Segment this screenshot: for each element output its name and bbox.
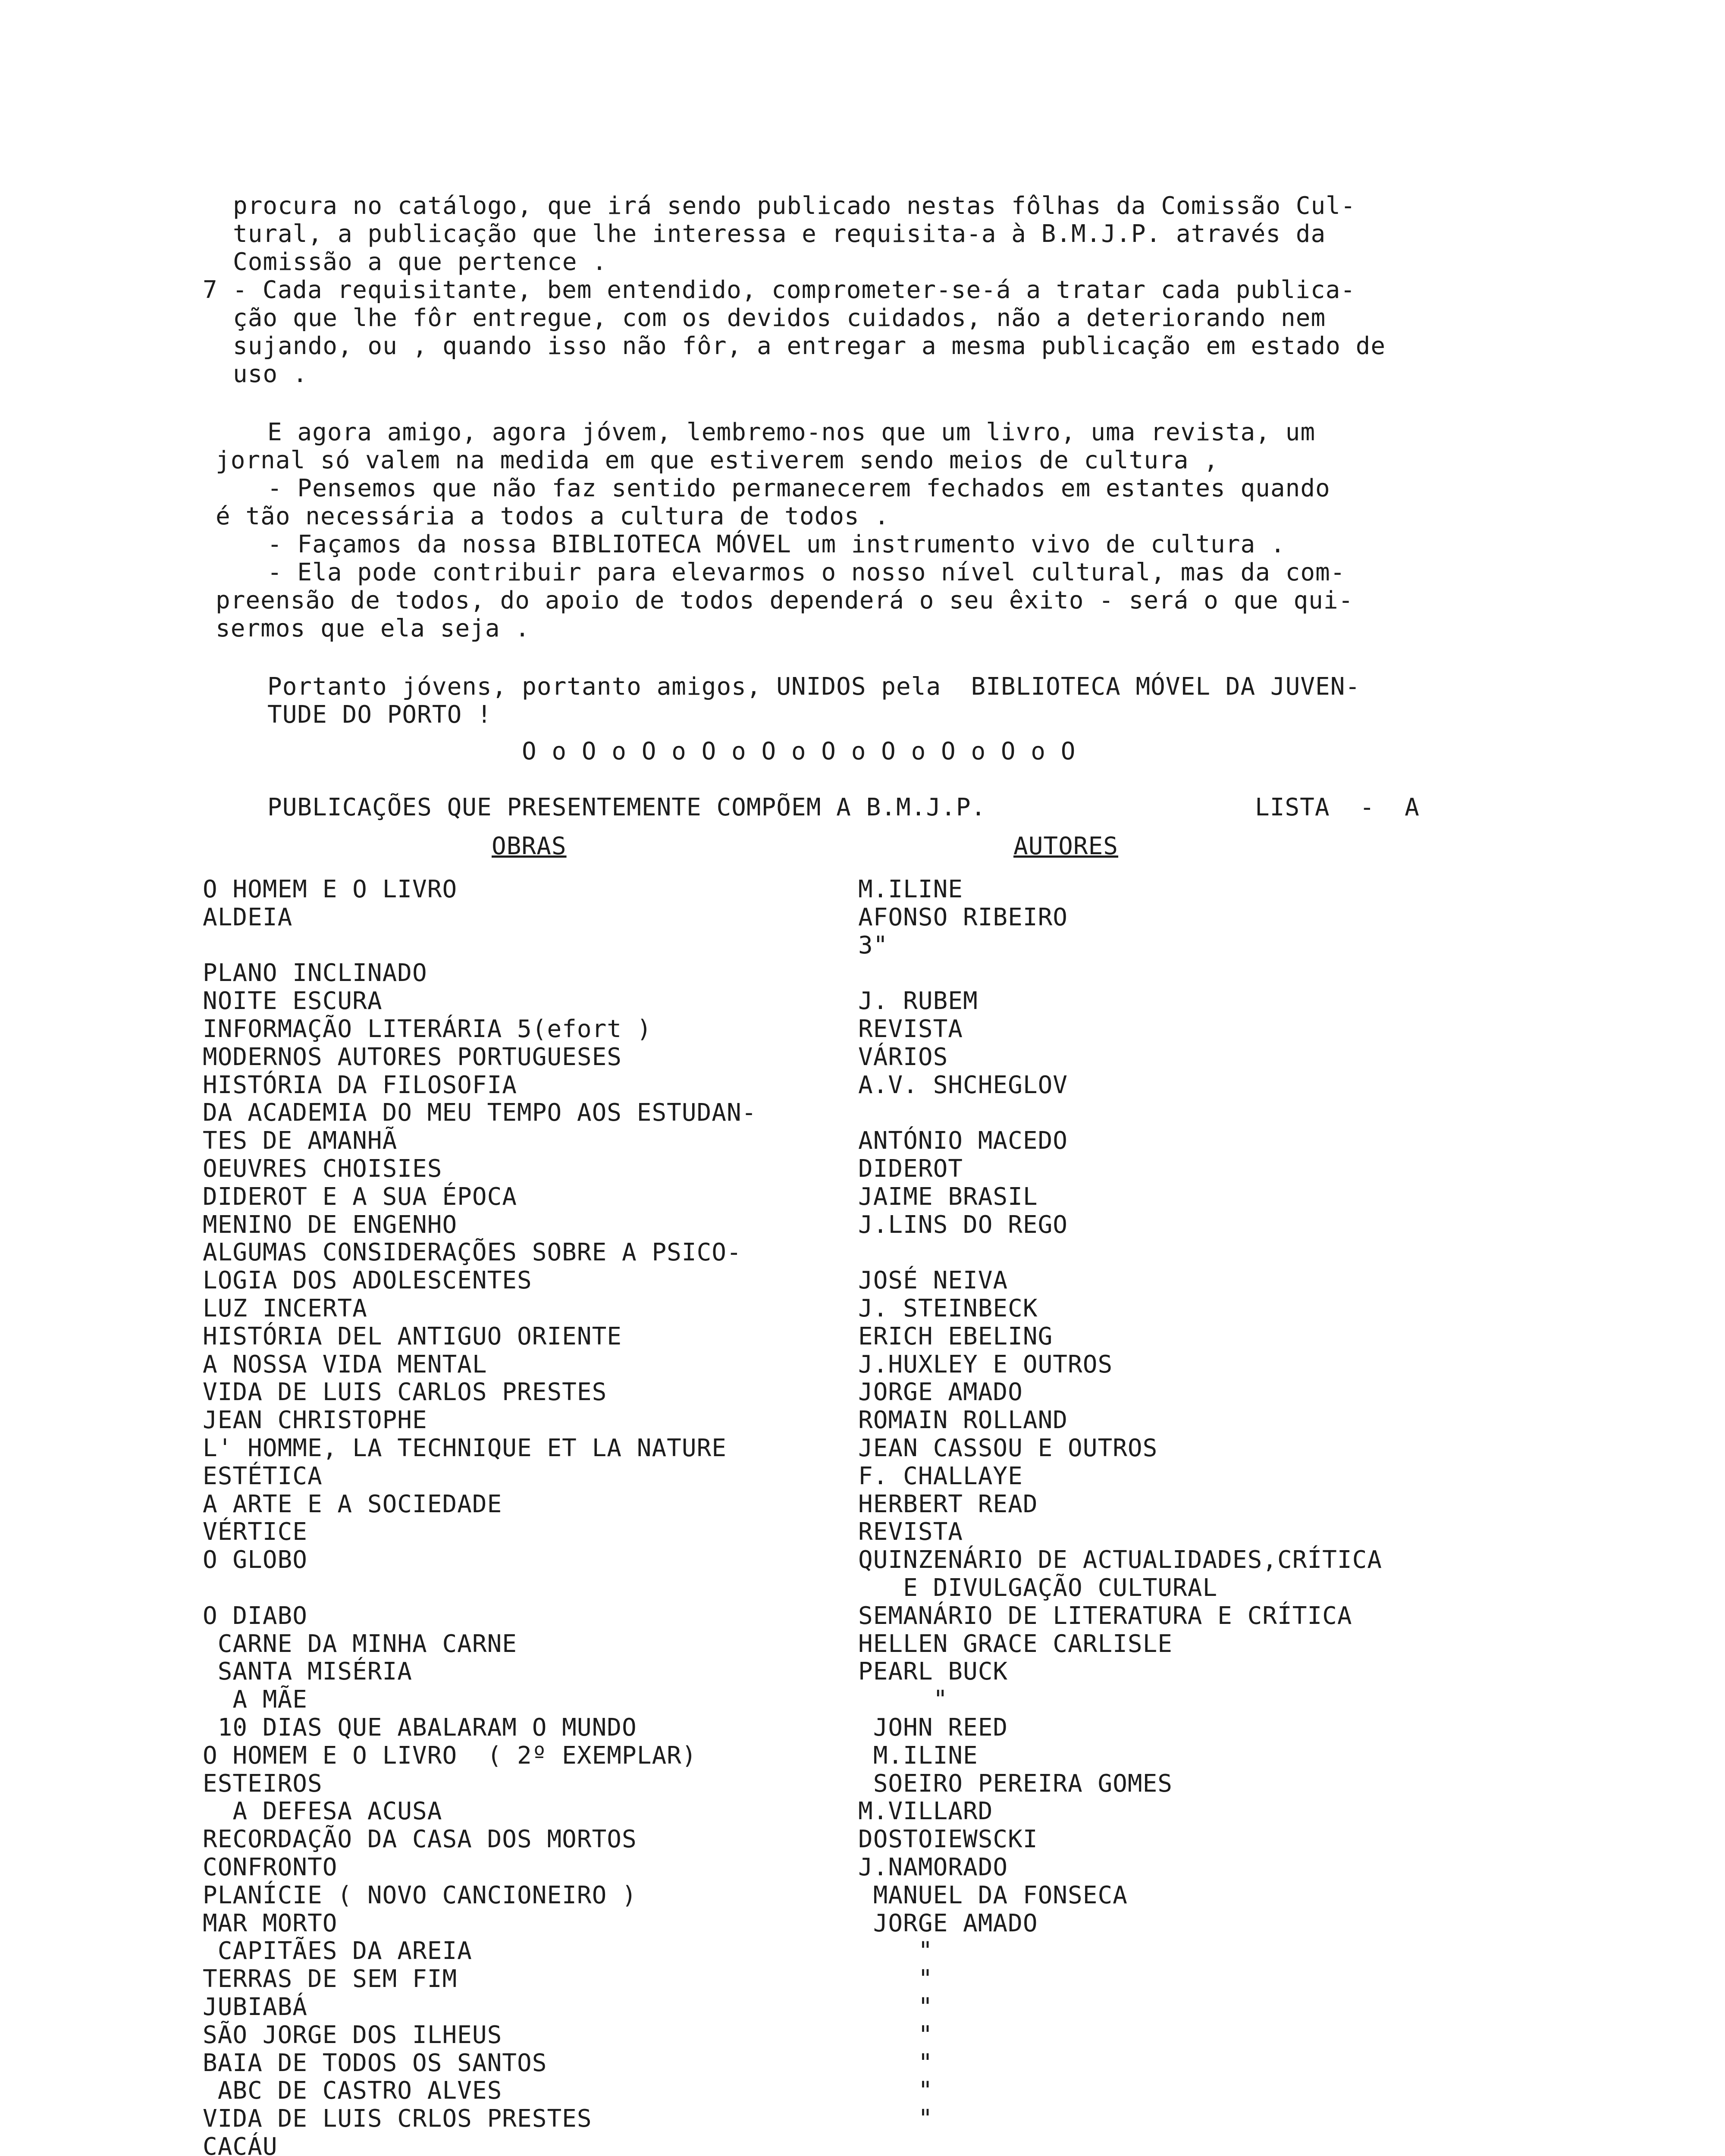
book-author: A.V. SHCHEGLOV (858, 1071, 1068, 1099)
book-author: J.NAMORADO (858, 1853, 1008, 1881)
book-title: ESTEIROS (203, 1770, 323, 1798)
book-author: JOSÉ NEIVA (858, 1266, 1008, 1294)
list-label: LISTA - A (1255, 793, 1420, 821)
intro-line: sujando, ou , quando isso não fôr, a entregar a mesma publicação em estado de (233, 332, 1386, 360)
book-title: 10 DIAS QUE ABALARAM O MUNDO (203, 1714, 637, 1742)
book-title: PLANO INCLINADO (203, 959, 427, 987)
book-title: MODERNOS AUTORES PORTUGUESES (203, 1043, 622, 1071)
book-title: ALGUMAS CONSIDERAÇÕES SOBRE A PSICO- (203, 1238, 742, 1266)
book-author: J.HUXLEY E OUTROS (858, 1351, 1113, 1379)
book-author: ERICH EBELING (858, 1322, 1053, 1351)
book-author: " (858, 2077, 933, 2105)
book-title: A MÃE (203, 1686, 308, 1714)
book-author: JORGE AMADO (858, 1378, 1023, 1406)
book-author: AFONSO RIBEIRO (858, 903, 1068, 931)
book-author: MANUEL DA FONSECA (858, 1881, 1128, 1909)
book-title: CONFRONTO (203, 1853, 338, 1881)
paragraph-line: sermos que ela seja . (216, 614, 530, 642)
book-author: F. CHALLAYE (858, 1462, 1023, 1490)
book-author: SOEIRO PEREIRA GOMES (858, 1770, 1173, 1798)
intro-line: procura no catálogo, que irá sendo publicado nestas fôlhas da Comissão Cul- (233, 192, 1356, 220)
book-author: J.LINS DO REGO (858, 1211, 1068, 1239)
book-title: O HOMEM E O LIVRO (203, 875, 458, 903)
book-author: J. RUBEM (858, 987, 978, 1015)
book-title: ESTÉTICA (203, 1462, 323, 1490)
book-title: SANTA MISÉRIA (203, 1658, 413, 1686)
book-title: DIDEROT E A SUA ÉPOCA (203, 1183, 518, 1211)
book-title: NOITE ESCURA (203, 987, 383, 1015)
intro-line: tural, a publicação que lhe interessa e requisita-a à B.M.J.P. através da (233, 220, 1326, 248)
paragraph-line: - Pensemos que não faz sentido permanecerem fechados em estantes quando (267, 474, 1330, 502)
column-title-autores: AUTORES (1013, 832, 1119, 860)
book-author: M.ILINE (858, 875, 963, 903)
separator-ornament: O o O o O o O o O o O o O o O o O o O (522, 737, 1076, 765)
book-author: " (858, 1965, 933, 1993)
book-author: " (858, 1937, 933, 1965)
book-title: A NOSSA VIDA MENTAL (203, 1351, 487, 1379)
book-title: CACÁU (203, 2133, 278, 2156)
book-author: " (858, 2105, 933, 2133)
book-title: L' HOMME, LA TECHNIQUE ET LA NATURE (203, 1434, 727, 1462)
book-author: JEAN CASSOU E OUTROS (858, 1434, 1158, 1462)
book-title: ALDEIA (203, 903, 293, 931)
book-title: TERRAS DE SEM FIM (203, 1965, 458, 1993)
book-author: M.VILLARD (858, 1797, 993, 1825)
book-title: SÃO JORGE DOS ILHEUS (203, 2021, 502, 2049)
book-title: ABC DE CASTRO ALVES (203, 2077, 502, 2105)
book-author: " (858, 1686, 948, 1714)
book-title: BAIA DE TODOS OS SANTOS (203, 2049, 547, 2077)
book-author: SEMANÁRIO DE LITERATURA E CRÍTICA (858, 1602, 1352, 1630)
book-title: O HOMEM E O LIVRO ( 2º EXEMPLAR) (203, 1742, 697, 1770)
book-title: VIDA DE LUIS CRLOS PRESTES (203, 2105, 592, 2133)
book-author: " (858, 2049, 933, 2077)
book-author: REVISTA (858, 1518, 963, 1546)
book-title: OEUVRES CHOISIES (203, 1155, 442, 1183)
closing-line: TUDE DO PORTO ! (267, 701, 492, 729)
book-title: TES DE AMANHÃ (203, 1127, 398, 1155)
book-title: LOGIA DOS ADOLESCENTES (203, 1266, 532, 1294)
book-author: ANTÓNIO MACEDO (858, 1127, 1068, 1155)
paragraph-line: jornal só valem na medida em que estiverem sendo meios de cultura , (216, 446, 1219, 474)
paragraph-line: preensão de todos, do apoio de todos dependerá o seu êxito - será o que qui- (216, 586, 1354, 614)
book-title: O DIABO (203, 1602, 308, 1630)
book-author: JAIME BRASIL (858, 1183, 1038, 1211)
book-title: A DEFESA ACUSA (203, 1797, 442, 1825)
book-title: CARNE DA MINHA CARNE (203, 1630, 518, 1658)
intro-line: uso . (233, 360, 308, 388)
book-author: E DIVULGAÇÃO CULTURAL (858, 1574, 1218, 1602)
book-author: HERBERT READ (858, 1490, 1038, 1518)
book-author: HELLEN GRACE CARLISLE (858, 1630, 1173, 1658)
book-title: HISTÓRIA DEL ANTIGUO ORIENTE (203, 1322, 622, 1351)
book-author: VÁRIOS (858, 1043, 948, 1071)
closing-line: Portanto jóvens, portanto amigos, UNIDOS pela BIBLIOTECA MÓVEL DA JUVEN- (267, 673, 1361, 701)
paragraph-line: - Façamos da nossa BIBLIOTECA MÓVEL um instrumento vivo de cultura . (267, 530, 1286, 558)
book-author: QUINZENÁRIO DE ACTUALIDADES,CRÍTICA (858, 1546, 1383, 1574)
book-title: MENINO DE ENGENHO (203, 1211, 458, 1239)
book-author: JOHN REED (858, 1714, 1008, 1742)
book-title: VIDA DE LUIS CARLOS PRESTES (203, 1378, 607, 1406)
intro-line: ção que lhe fôr entregue, com os devidos cuidados, não a deteriorando nem (233, 304, 1326, 332)
book-author: DIDEROT (858, 1155, 963, 1183)
book-author: ROMAIN ROLLAND (858, 1406, 1068, 1434)
book-author: REVISTA (858, 1015, 963, 1043)
book-title: VÉRTICE (203, 1518, 308, 1546)
book-author: M.ILINE (858, 1742, 978, 1770)
book-title: INFORMAÇÃO LITERÁRIA 5(efort ) (203, 1015, 652, 1043)
paragraph-line: - Ela pode contribuir para elevarmos o nosso nível cultural, mas da com- (267, 558, 1346, 586)
book-title: RECORDAÇÃO DA CASA DOS MORTOS (203, 1825, 637, 1853)
book-title: MAR MORTO (203, 1909, 338, 1937)
book-title: DA ACADEMIA DO MEU TEMPO AOS ESTUDAN- (203, 1099, 757, 1127)
book-author: " (858, 1993, 933, 2021)
book-author: J. STEINBECK (858, 1294, 1038, 1322)
list-heading: PUBLICAÇÕES QUE PRESENTEMENTE COMPÕEM A B.M.J.P. (267, 793, 986, 821)
book-title: A ARTE E A SOCIEDADE (203, 1490, 502, 1518)
paragraph-line: E agora amigo, agora jóvem, lembremo-nos que um livro, uma revista, um (267, 418, 1316, 446)
column-title-obras: OBRAS (492, 832, 567, 860)
book-author: JORGE AMADO (858, 1909, 1038, 1937)
book-title: JUBIABÁ (203, 1993, 308, 2021)
book-author: DOSTOIEWSCKI (858, 1825, 1038, 1853)
paragraph-line: é tão necessária a todos a cultura de todos . (216, 502, 890, 530)
book-title: LUZ INCERTA (203, 1294, 367, 1322)
book-author: " (858, 2021, 933, 2049)
book-title: PLANÍCIE ( NOVO CANCIONEIRO ) (203, 1881, 637, 1909)
book-title: JEAN CHRISTOPHE (203, 1406, 427, 1434)
book-author: 3" (858, 931, 888, 959)
book-title: HISTÓRIA DA FILOSOFIA (203, 1071, 518, 1099)
book-author: PEARL BUCK (858, 1658, 1008, 1686)
intro-line: Comissão a que pertence . (233, 248, 607, 276)
book-title: O GLOBO (203, 1546, 308, 1574)
book-title: CAPITÃES DA AREIA (203, 1937, 472, 1965)
intro-line: 7 - Cada requisitante, bem entendido, comprometer-se-á a tratar cada publica- (203, 276, 1356, 304)
